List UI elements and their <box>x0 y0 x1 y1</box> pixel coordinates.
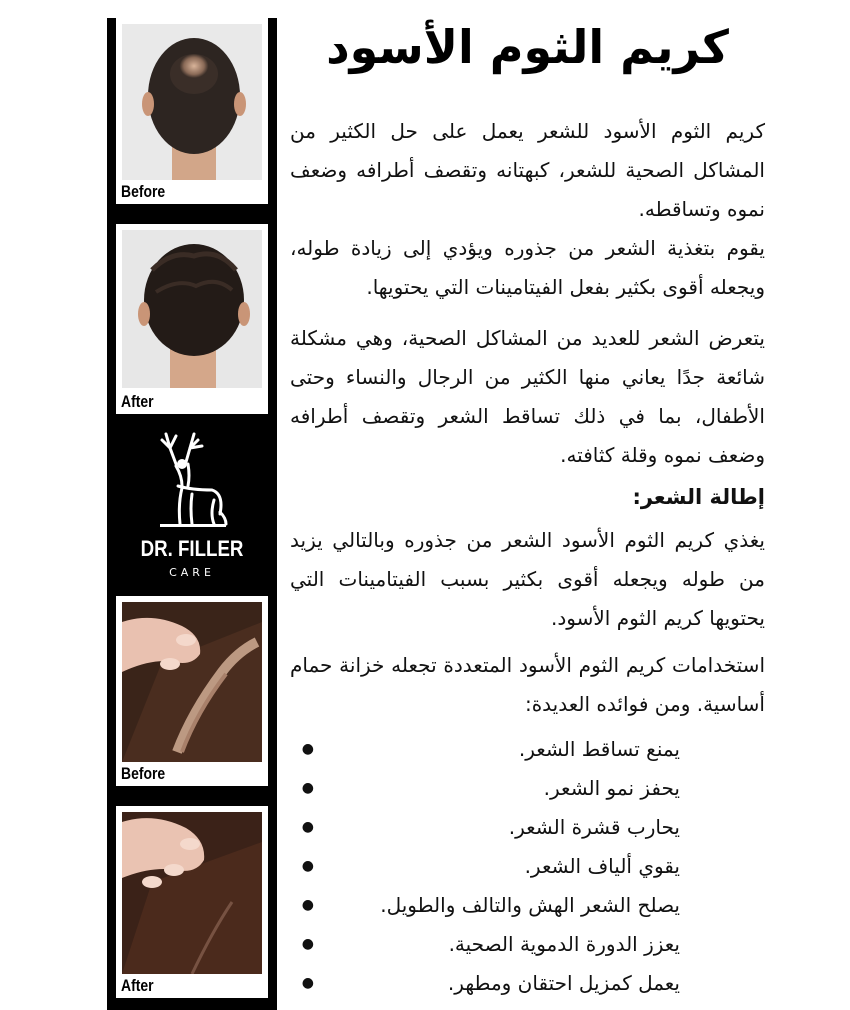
thinning-crown-photo <box>122 24 262 180</box>
intro-paragraph: كريم الثوم الأسود للشعر يعمل على حل الكثير من المشاكل الصحية للشعر، كبهتانه وتقصف أطرافه وضعف نموه وتساقطه. <box>290 119 765 221</box>
bullet-icon: ● <box>301 819 314 835</box>
list-item: ● يحفز نمو الشعر. <box>290 769 765 808</box>
problems-paragraph: يتعرض الشعر للعديد من المشاكل الصحية، وهي مشكلة شائعة جدًا يعاني منها الكثير من الرجال والنساء وحتى الأطفال، بما في ذلك تساقط الشعر وتقصف أطرافه وضعف نموه وقلة كثافته. <box>290 326 765 467</box>
list-item: ● يقوي ألياف الشعر. <box>290 847 765 886</box>
before-photo-card-part <box>116 596 268 786</box>
uses-paragraph: استخدامات كريم الثوم الأسود المتعددة تجعله خزانة حمام أساسية. ومن فوائده العديدة: <box>290 653 765 716</box>
bullet-icon: ● <box>301 936 314 952</box>
after-caption: After <box>121 392 154 411</box>
after-photo-card-part <box>116 806 268 998</box>
after-photo-card-head <box>116 224 268 414</box>
bullet-icon: ● <box>301 741 314 757</box>
after-caption-2: After <box>121 976 154 995</box>
full-hair-photo <box>122 230 262 388</box>
list-item: ● يعمل كمزيل احتقان ومطهر. <box>290 964 765 1003</box>
list-item: ● يصلح الشعر الهش والتالف والطويل. <box>290 886 765 925</box>
hair-part-after-photo <box>122 812 262 974</box>
bullet-icon: ● <box>301 975 314 991</box>
page-title: كريم الثوم الأسود <box>326 20 729 74</box>
bullet-icon: ● <box>301 858 314 874</box>
article-body <box>290 112 765 1003</box>
dr-filler-logo <box>116 424 268 592</box>
list-item: ● يعزز الدورة الدموية الصحية. <box>290 925 765 964</box>
before-caption-2: Before <box>121 764 166 783</box>
hair-part-before-photo <box>122 602 262 762</box>
logo-brand-text: DR. FILLER <box>140 536 244 561</box>
list-item: ● يمنع تساقط الشعر. <box>290 730 765 769</box>
bullet-icon: ● <box>301 897 314 913</box>
lengthening-paragraph: يغذي كريم الثوم الأسود الشعر من جذوره وبالتالي يزيد من طوله ويجعله أقوى بكثير بسبب الفيتامينات التي يحتويها كريم الثوم الأسود. <box>290 528 765 630</box>
list-item: ● يحارب قشرة الشعر. <box>290 808 765 847</box>
section-heading: إطالة الشعر: <box>632 485 765 509</box>
benefits-list <box>290 730 765 1003</box>
logo-sub-text: CARE <box>169 566 215 579</box>
deer-logo-icon <box>116 424 268 534</box>
before-caption: Before <box>121 182 166 201</box>
before-photo-card-head <box>116 18 268 204</box>
nourish-paragraph: يقوم بتغذية الشعر من جذوره ويؤدي إلى زيادة طوله، ويجعله أقوى بكثير بفعل الفيتامينات التي يحتويها. <box>290 236 765 299</box>
bullet-icon: ● <box>301 780 314 796</box>
